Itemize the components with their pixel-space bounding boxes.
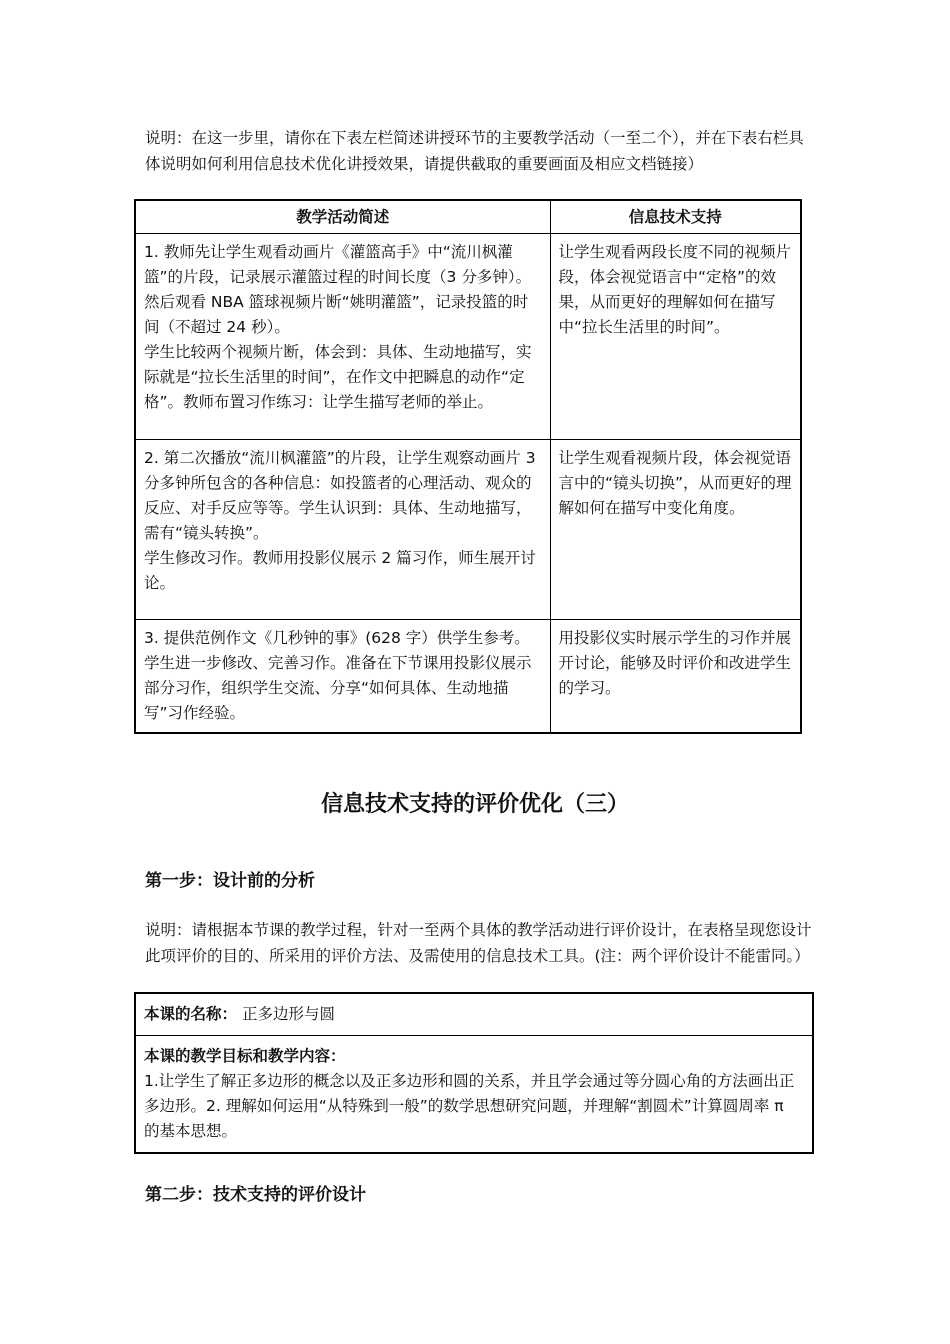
lesson-name-value: 正多边形与圆: [241, 1005, 335, 1023]
section-title: 信息技术支持的评价优化（三）: [320, 792, 629, 817]
lesson-goal-label: 本课的教学目标和教学内容：: [144, 1047, 346, 1065]
tech-cell: 让学生观看视频片段，体会视觉语言中的“镜头切换”，从而更好的理解如何在描写中变化角度。: [550, 440, 801, 620]
lesson-name-label: 本课的名称：: [144, 1005, 238, 1023]
lesson-goal-cell: [135, 1036, 813, 1154]
header-tech-support: 信息技术支持: [550, 200, 801, 234]
activity-text: 学生修改习作。教师用投影仪展示 2 篇习作，师生展开讨论。: [144, 549, 536, 592]
table-row: [135, 234, 801, 440]
activity-text: 2. 第二次播放“流川枫灌篮”的片段，让学生观察动画片 3 分多钟所包含的各种信息：如投篮者的心理活动、观众的反应、对手反应等等。学生认识到：具体、生动地描写，需有“镜头转换”。: [144, 449, 536, 542]
step1-heading: 第一步：设计前的分析: [145, 871, 315, 891]
table-row: [135, 993, 813, 1036]
activity-text: 1. 教师先让学生观看动画片《灌篮高手》中“流川枫灌篮”的片段，记录展示灌篮过程的时间长度（3 分多钟）。然后观看 NBA 篮球视频片断“姚明灌篮”，记录投篮的时间（不超过 24 秒）。: [144, 243, 532, 336]
table-header-row: [135, 200, 801, 234]
intro-note: 说明：在这一步里，请你在下表左栏简述讲授环节的主要教学活动（一至二个），并在下表右栏具体说明如何利用信息技术优化讲授效果，请提供截取的重要画面及相应文档链接）: [145, 129, 804, 173]
tech-cell: 让学生观看两段长度不同的视频片段，体会视觉语言中“定格”的效果，从而更好的理解如何在描写中“拉长生活里的时间”。: [550, 234, 801, 440]
activity-table: [134, 199, 802, 734]
header-activity: 教学活动简述: [135, 200, 550, 234]
activity-cell: [135, 620, 550, 734]
lesson-goal-text: 1.让学生了解正多边形的概念以及正多边形和圆的关系，并且学会通过等分圆心角的方法画出正多边形。2. 理解如何运用“从特殊到一般”的数学思想研究问题，并理解“割圆术”计算圆周率 π 的基本思想。: [144, 1072, 795, 1140]
activity-cell: [135, 440, 550, 620]
tech-cell: 用投影仪实时展示学生的习作并展开讨论，能够及时评价和改进学生的学习。: [550, 620, 801, 734]
activity-cell: [135, 234, 550, 440]
step2-heading: 第二步：技术支持的评价设计: [145, 1185, 366, 1205]
step1-note: 说明：请根据本节课的教学过程，针对一至两个具体的教学活动进行评价设计，在表格呈现您设计此项评价的目的、所采用的评价方法、及需使用的信息技术工具。(注：两个评价设计不能雷同。）: [145, 921, 812, 965]
lesson-name-cell: [135, 993, 813, 1036]
table-row: [135, 1036, 813, 1154]
activity-text: 3. 提供范例作文《几秒钟的事》(628 字）供学生参考。学生进一步修改、完善习作。准备在下节课用投影仪展示部分习作，组织学生交流、分享“如何具体、生动地描写”习作经验。: [144, 629, 532, 722]
lesson-info-table: [134, 992, 814, 1154]
activity-text: 学生比较两个视频片断，体会到：具体、生动地描写，实际就是“拉长生活里的时间”，在作文中把瞬息的动作“定格”。教师布置习作练习：让学生描写老师的举止。: [144, 343, 532, 411]
table-row: [135, 620, 801, 734]
table-row: [135, 440, 801, 620]
